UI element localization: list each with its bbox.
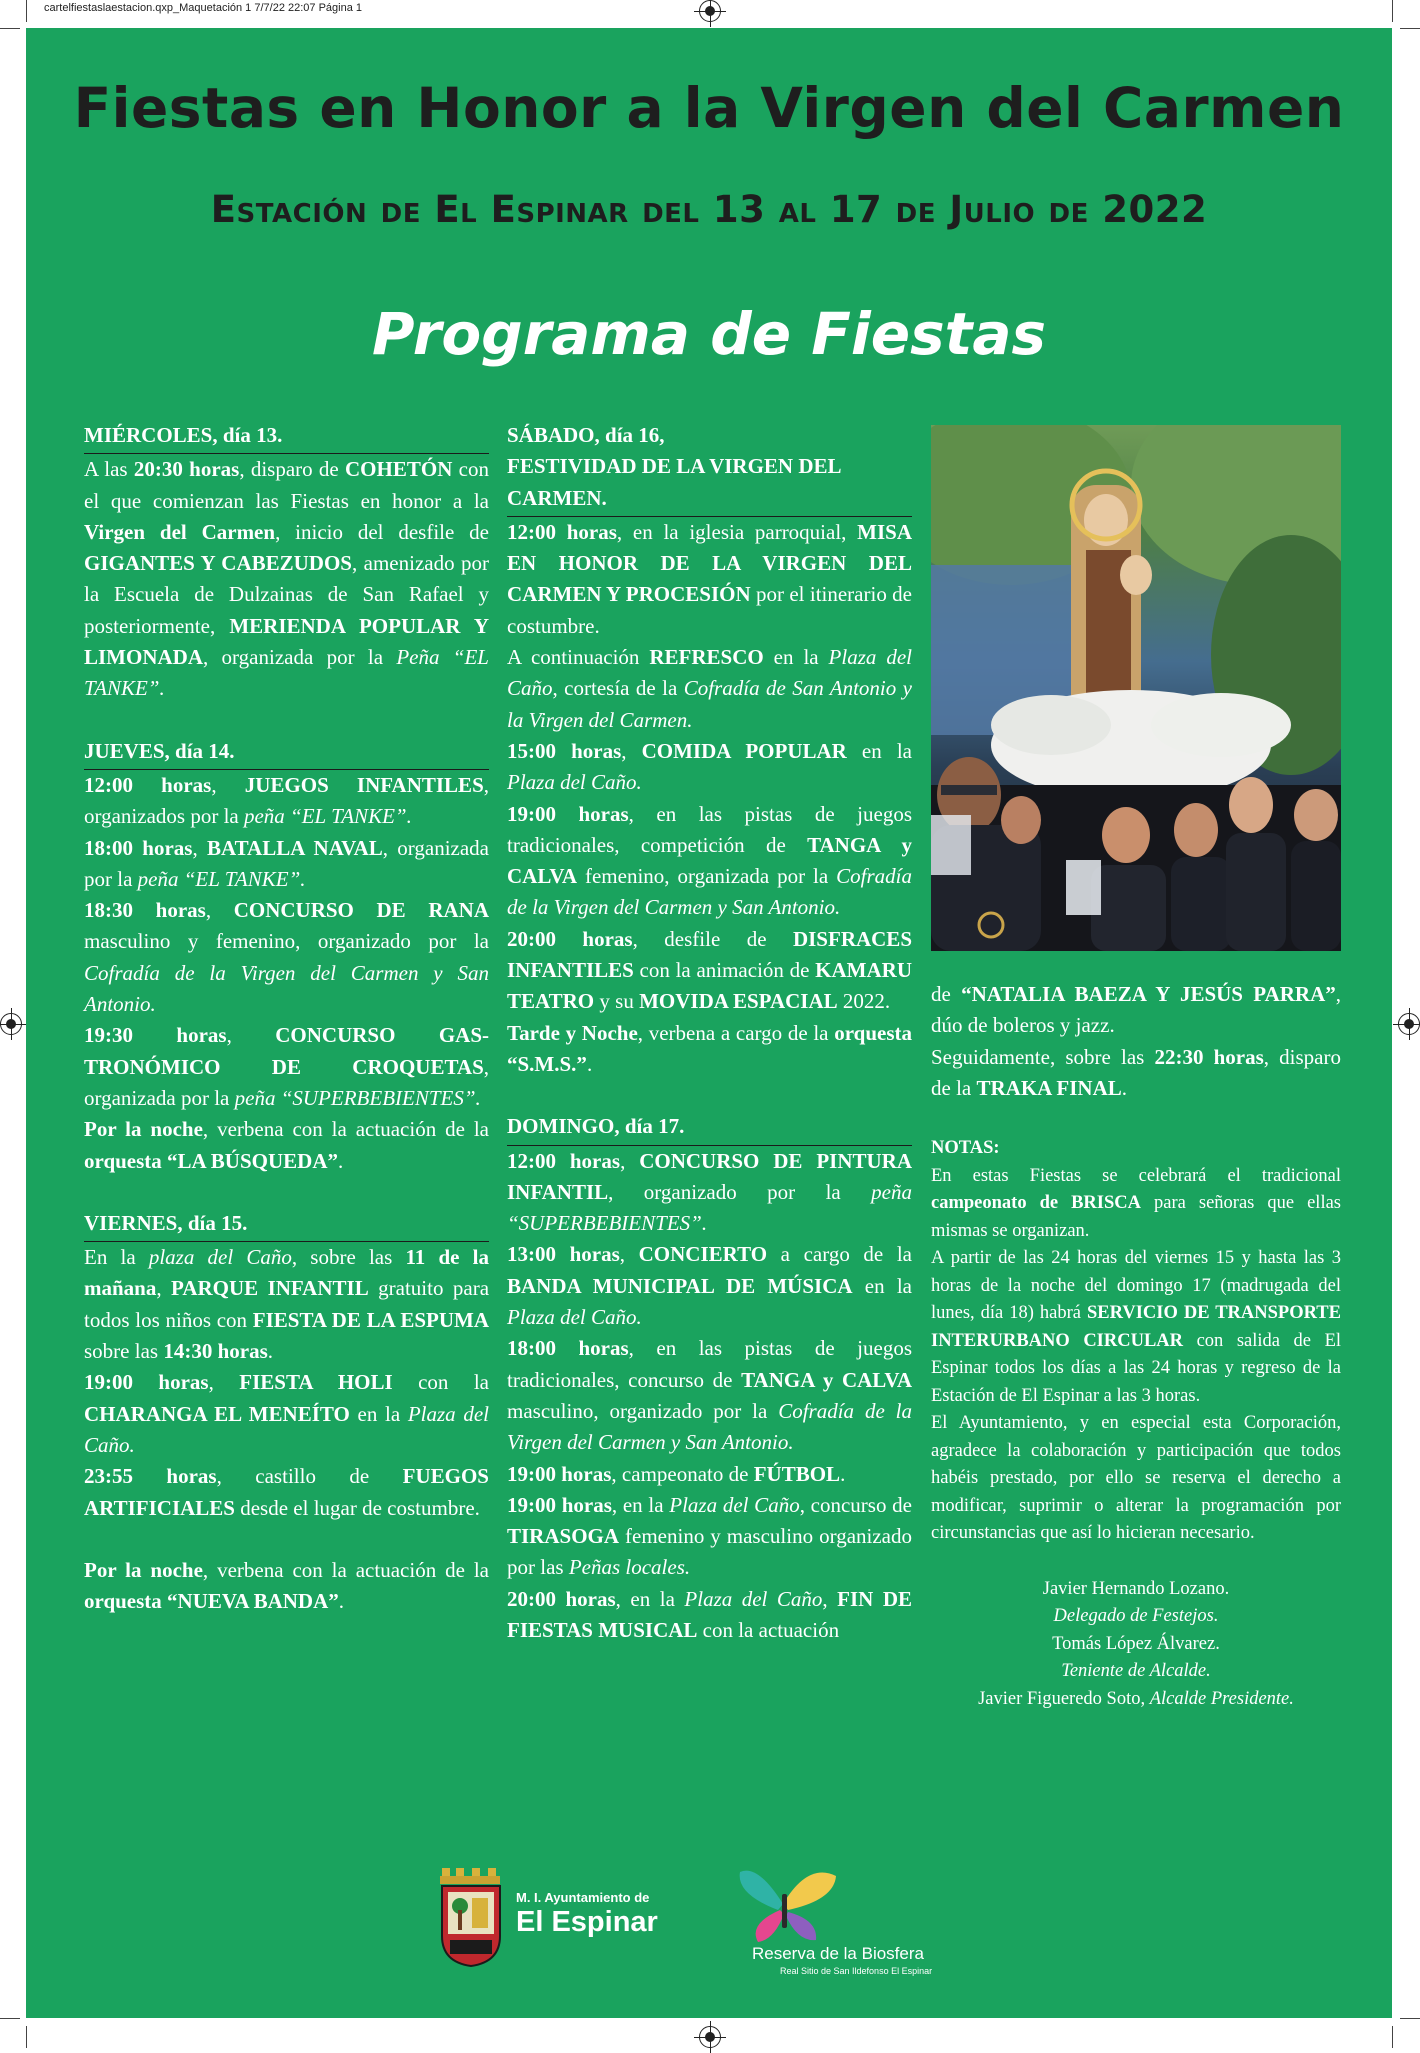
signature-role: Delegado de Festejos. [1053,1606,1219,1627]
crop-mark [1392,2026,1393,2048]
program-item: 18:00 horas, BATALLA NAVAL, organizada por la peña “EL TANKE”. [84,835,490,891]
day-heading-saturday-festivity: FESTIVIDAD DE LA VIRGEN DEL CARMEN. [507,451,912,517]
crop-mark [1392,0,1393,22]
program-item: A las 20:30 horas, disparo de COHETÓN con el que comienzan las Fiestas en honor a la Virgen del Carmen, inicio del desfile de GIGANTES Y CABEZUDOS, amenizado por la Escuela de Dulzainas de San Rafael y posteriormente, MERIENDA POPULAR Y LIMONADA, organizada por la Peña “EL TANKE”. [84,457,489,701]
program-item: 19:00 horas, FIESTA HOLI con la CHARANGA EL MENEÍTO en la Plaza del Caño. [84,1370,490,1457]
registration-mark-icon [0,1013,22,1035]
program-item: 12:00 horas, JUEGOS INFANTILES, organizados por la peña “EL TANKE”. [84,772,489,829]
biosfera-name: Reserva de la Biosfera [752,1944,924,1963]
note-item: El Ayuntamiento, y en especial esta Corporación, agradece la colaboración y participación que todos habéis prestado, por ello se reserva el derecho a modificar, suprimir o alterar la programación por circunstancias que así lo hicieran necesario. [931,1413,1341,1544]
poster-title: Fiestas en Honor a la Virgen del Carmen [73,76,1345,140]
signature-name: Tomás López Álvarez. [1052,1633,1220,1654]
signature-role: Teniente de Alcalde. [1061,1661,1211,1682]
print-slug: cartelfiestaslaestacion.qxp_Maquetación 1 7/7/22 22:07 Página 1 [44,2,362,14]
town-crest-icon [436,1866,506,1968]
crop-mark [0,2018,20,2019]
biosfera-subtitle: Real Sitio de San Ildefonso El Espinar [780,1966,933,1976]
program-item: Por la noche, verbena con la actuación de la orquesta “NUEVA BANDA”. [84,1557,489,1614]
day-heading-sunday: DOMINGO, día 17. [507,1111,912,1145]
day-heading-friday: VIERNES, día 15. [84,1208,489,1242]
day-heading-wednesday: MIÉRCOLES, día 13. [84,420,489,454]
signature-role: Alcalde Presidente. [1149,1688,1294,1709]
day-heading-thursday: JUEVES, día 14. [84,736,489,770]
program-item: 19:00 horas, en las pistas de juegos tradicionales, competición de TANGA y CALVA femenino, organizada por la Cofradía de la Virgen del Carmen y San Antonio. [507,801,912,920]
program-item: En la plaza del Caño, sobre las 11 de la mañana, PARQUE INFANTIL gratuito para todos los niños con FIESTA DE LA ESPUMA sobre las 14:30 horas. [84,1245,490,1364]
day-heading-saturday: SÁBADO, día 16, [507,423,665,447]
butterfly-icon [738,1864,838,1944]
column-middle [507,420,912,1646]
program-item: 23:55 horas, castillo de FUEGOS ARTIFICIALES desde el lugar de costumbre. [84,1464,489,1520]
poster-subtitle: Estación de El Espinar del 13 al 17 de Julio de 2022 [210,188,1208,231]
registration-mark-icon [699,0,721,22]
program-item: Seguidamente, sobre las 22:30 horas, disparo de la TRAKA FINAL. [931,1044,1341,1100]
crop-mark [1400,28,1420,29]
note-item: A partir de las 24 horas del viernes 15 y hasta las 3 horas de la noche del domingo 17 (madrugada del lunes, día 18) habrá SERVICIO DE TRANSPORTE INTERURBANO CIRCULAR con salida de El Espinar todos los días a las 24 horas y regreso de la Estación de El Espinar a las 3 horas. [931,1248,1342,1406]
program-item: 18:00 horas, en las pistas de juegos tradicionales, concurso de TANGA y CALVA masculino, organizado por la Cofradía de la Virgen del Carmen y San Antonio. [507,1336,913,1455]
notes-title: NOTAS: [931,1138,1000,1159]
column-right [931,979,1341,1713]
column-left [84,420,489,1617]
program-item: Por la noche, verbena con la actuación de la orquesta “LA BÚSQUEDA”. [84,1117,489,1173]
crop-mark [26,0,27,22]
program-item: 19:00 horas, en la Plaza del Caño, concurso de TIRASOGA femenino y masculino organizado por las Peñas locales. [507,1492,913,1580]
signature-name: Javier Hernando Lozano. [1042,1578,1230,1599]
note-item: En estas Fiestas se celebrará el tradicional campeonato de BRISCA para señoras que ellas mismas se organizan. [931,1165,1341,1241]
ayuntamiento-label: M. I. Ayuntamiento de [516,1890,650,1905]
program-item: Tarde y Noche, verbena a cargo de la orquesta “S.M.S.”. [507,1020,912,1076]
ayuntamiento-name: El Espinar [516,1906,658,1938]
program-item: de “NATALIA BAEZA Y JESÚS PARRA”, dúo de boleros y jazz. [931,982,1341,1038]
program-item: A continuación REFRESCO en la Plaza del Caño, cortesía de la Cofradía de San Antonio y la Virgen del Carmen. [507,645,912,732]
registration-mark-icon [699,2026,721,2048]
procession-photo [931,425,1341,951]
program-item: 15:00 horas, COMIDA POPULAR en la Plaza del Caño. [507,738,912,795]
program-item: 12:00 horas, en la iglesia parroquial, MISA EN HONOR DE LA VIRGEN DEL CARMEN Y PROCESIÓN por el itinerario de costumbre. [507,519,912,638]
program-item: 20:00 horas, desfile de DISFRACES INFANTILES con la animación de KAMARU TEATRO y su MOVIDA ESPACIAL 2022. [507,926,912,1014]
signature-name: Javier Figueredo Soto, [978,1688,1146,1709]
program-item: 19:30 horas, CONCURSO GAS-TRONÓMICO DE CROQUETAS, organizada por la peña “SUPERBEBIENTES”. [84,1023,489,1110]
program-item: 12:00 horas, CONCURSO DE PINTURA INFANTIL, organizado por la peña “SUPERBEBIENTES”. [507,1148,912,1236]
program-item: 19:00 horas, campeonato de FÚTBOL. [507,1461,846,1486]
program-item: 20:00 horas, en la Plaza del Caño, FIN DE FIESTAS MUSICAL con la actuación [507,1586,912,1642]
poster [26,28,1392,2018]
registration-mark-icon [1398,1013,1420,1035]
program-item: 18:30 horas, CONCURSO DE RANA masculino y femenino, organizado por la Cofradía de la Virgen del Carmen y San Antonio. [84,898,489,1017]
crop-mark [0,28,20,29]
programa-heading: Programa de Fiestas [372,300,1046,368]
notes-section [931,1135,1341,1548]
signatures [931,1576,1341,1714]
program-item: 13:00 horas, CONCIERTO a cargo de la BANDA MUNICIPAL DE MÚSICA en la Plaza del Caño. [507,1242,913,1330]
crop-mark [1400,2018,1420,2019]
crop-mark [26,2026,27,2048]
